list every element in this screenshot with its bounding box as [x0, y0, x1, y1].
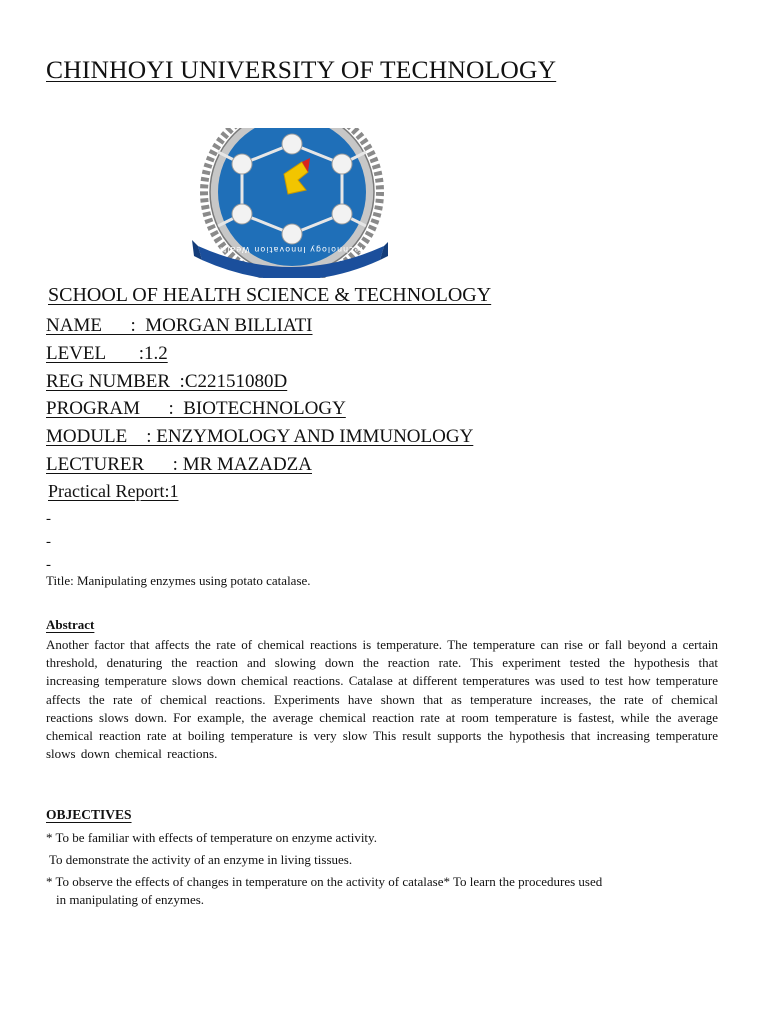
bullet-dash: - [46, 557, 51, 573]
cut-logo-icon [192, 128, 388, 278]
program-field: PROGRAM : BIOTECHNOLOGY [46, 398, 346, 419]
bullet-dash: - [46, 511, 51, 527]
bullet-dash: - [46, 534, 51, 550]
logo-motto: Technology Innovation Wealth [216, 245, 364, 254]
abstract-heading: Abstract [46, 617, 95, 632]
lecturer-field: LECTURER : MR MAZADZA [46, 454, 312, 475]
practical-report-heading: Practical Report:1 [48, 481, 179, 501]
abstract-body: Another factor that affects the rate of chemical reactions is temperature. The temperature can rise or fall beyond a certain threshold, denaturing the reaction and slowing down the reaction rate. This experiment tested the hypothesis that increasing temperature slows down chemical reactions. Catalase at different temperatures was used to test how temperature affects the rate of chemical reactions. Experiments have shown that as temperature increases, the rate of chemical reactions slows down. For example, the average chemical reaction rate at room temperature is fastest, while the average chemical reaction rate at boiling temperature is very slow This result supports the hypothesis that increasing temperature slows down chemical reactions. [46, 637, 718, 762]
university-logo [192, 128, 388, 278]
level-field: LEVEL :1.2 [46, 343, 168, 364]
objective-item: * To be familiar with effects of temperature on enzyme activity. [46, 830, 377, 845]
university-title: CHINHOYI UNIVERSITY OF TECHNOLOGY [46, 55, 557, 84]
module-field: MODULE : ENZYMOLOGY AND IMMUNOLOGY [46, 426, 474, 447]
name-field: NAME : MORGAN BILLIATI [46, 315, 313, 336]
school-heading: SCHOOL OF HEALTH SCIENCE & TECHNOLOGY [48, 284, 492, 306]
objective-item: * To observe the effects of changes in temperature on the activity of catalase* To learn the procedures used [46, 874, 603, 889]
reg-number-field: REG NUMBER :C22151080D [46, 371, 288, 392]
objectives-heading: OBJECTIVES [46, 807, 132, 822]
objective-item: To demonstrate the activity of an enzyme in living tissues. [46, 852, 353, 867]
objective-item: in manipulating of enzymes. [56, 892, 205, 907]
report-title: Title: Manipulating enzymes using potato catalase. [46, 573, 311, 588]
